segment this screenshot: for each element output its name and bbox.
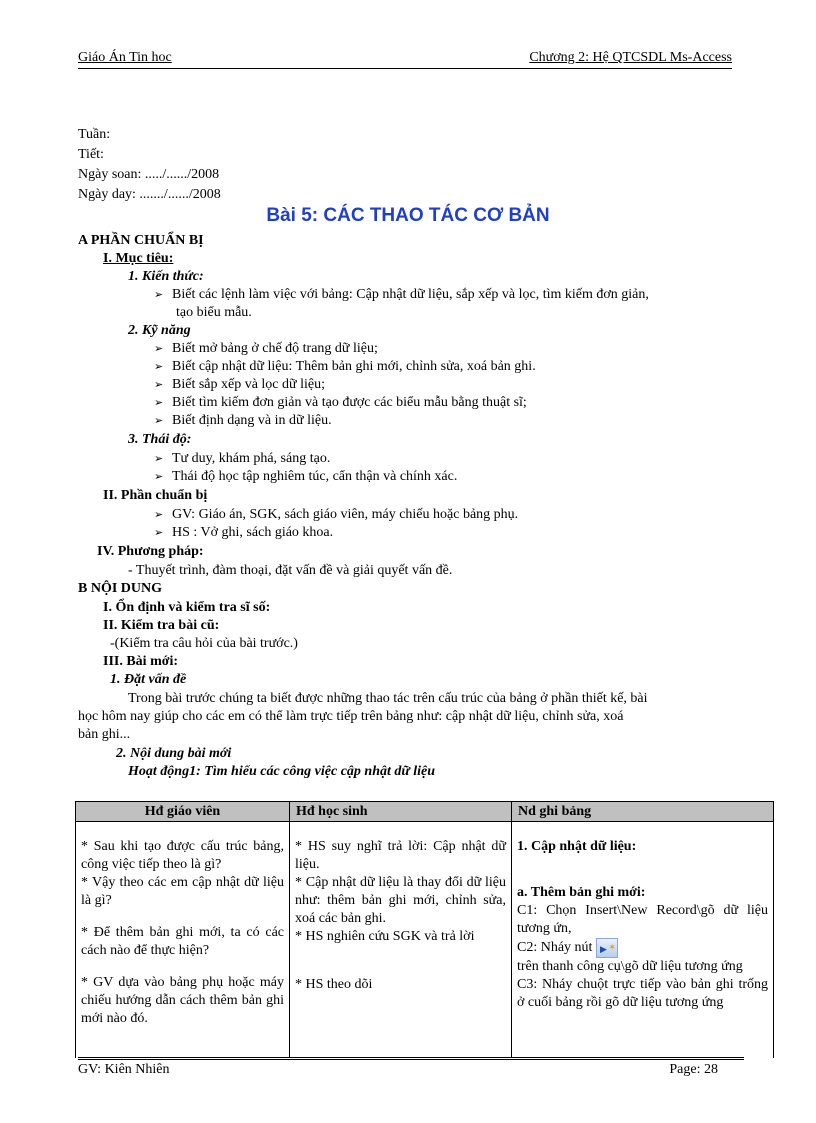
col-header-gv: Hđ giáo viên xyxy=(76,802,290,822)
header-right: Chương 2: Hệ QTCSDL Ms-Access xyxy=(529,50,732,65)
ky-nang-item xyxy=(154,377,325,393)
ky-nang-text: Biết định dạng và in dữ liệu. xyxy=(172,413,332,428)
page-title: Bài 5: CÁC THAO TÁC CƠ BẢN xyxy=(266,205,550,226)
kiem-tra-line: -(Kiểm tra câu hỏi của bài trước.) xyxy=(110,636,298,651)
nd-c2-text: C2: Nháy nút xyxy=(517,940,593,956)
ky-nang-text: Biết sắp xếp và lọc dữ liệu; xyxy=(172,377,325,392)
meta-ngay-soan: Ngày soan: ...../....../2008 xyxy=(78,167,220,182)
page-header xyxy=(78,50,732,69)
hs-a1: * HS suy nghĩ trả lời: Cập nhật dữ liệu. xyxy=(295,839,506,872)
ky-nang-heading: 2. Kỹ năng xyxy=(128,323,191,338)
thai-do-heading: 3. Thái độ: xyxy=(128,432,192,447)
ky-nang-text: Biết tìm kiếm đơn giản và tạo được các biểu mẫu bằng thuật sĩ; xyxy=(172,395,527,410)
gv-q2: * Vậy theo các em cập nhật dữ liệu là gì? xyxy=(81,875,284,908)
para-line3: bản ghi... xyxy=(78,727,131,742)
footer-page: Page: 28 xyxy=(669,1062,718,1077)
kiem-tra-heading: II. Kiểm tra bài cũ: xyxy=(103,618,220,633)
kien-thuc-heading: 1. Kiến thức: xyxy=(128,269,204,284)
para-line2: học hôm nay giúp cho các em có thể làm trực tiếp trên bảng như: cập nhật dữ liệu, chỉnh sửa, xoá xyxy=(78,709,624,724)
arrow-bullet-icon: ➢ xyxy=(154,470,164,483)
chuan-bi-item xyxy=(154,525,333,541)
ky-nang-item xyxy=(154,395,527,411)
phuong-phap-line: - Thuyết trình, đàm thoại, đặt vấn đề và giải quyết vấn đề. xyxy=(128,563,453,578)
gv-q1: * Sau khi tạo được cấu trúc bảng, công việc tiếp theo là gì? xyxy=(81,839,284,872)
bai-moi-heading: III. Bài mới: xyxy=(103,654,179,669)
kien-thuc-item xyxy=(154,287,649,303)
nd-sub: a. Thêm bản ghi mới: xyxy=(517,885,646,900)
cell-gv xyxy=(76,822,290,1059)
cell-nd xyxy=(512,822,774,1059)
dat-van-de-heading: 1. Đặt vấn đề xyxy=(110,672,187,687)
header-left: Giáo Án Tin hoc xyxy=(78,50,172,65)
nd-c2b: trên thanh công cụ\gõ dữ liệu tương ứng xyxy=(517,959,743,974)
cell-hs xyxy=(290,822,512,1059)
meta-tuan: Tuần: xyxy=(78,127,111,142)
thai-do-item xyxy=(154,469,457,485)
chuan-bi-text: GV: Giáo án, SGK, sách giáo viên, máy chiếu hoặc bảng phụ. xyxy=(172,507,519,522)
part-a-heading: A PHẦN CHUẨN BỊ xyxy=(78,233,204,248)
chuan-bi-heading: II. Phần chuẩn bị xyxy=(103,488,208,503)
phuong-phap-heading: IV. Phương pháp: xyxy=(97,544,204,559)
footer-left: GV: Kiên Nhiên xyxy=(78,1062,170,1077)
kien-thuc-line1: Biết các lệnh làm việc với bảng: Cập nhật dữ liệu, sắp xếp và lọc, tìm kiếm đơn giản, xyxy=(172,287,649,302)
ky-nang-item xyxy=(154,413,332,429)
kien-thuc-line2: tạo biểu mẫu. xyxy=(176,305,252,320)
noi-dung-heading: 2. Nội dung bài mới xyxy=(116,746,232,761)
part-b-heading: B NỘI DUNG xyxy=(78,581,163,596)
nd-c2 xyxy=(517,938,768,958)
nd-c1: C1: Chọn Insert\New Record\gõ dữ liệu tương ứn, xyxy=(517,903,768,936)
arrow-bullet-icon: ➢ xyxy=(154,452,164,465)
ky-nang-text: Biết mở bảng ở chế độ trang dữ liệu; xyxy=(172,341,378,356)
table-row xyxy=(76,822,774,1059)
ky-nang-text: Biết cập nhật dữ liệu: Thêm bản ghi mới, chỉnh sửa, xoá bản ghi. xyxy=(172,359,536,374)
ky-nang-item xyxy=(154,359,536,375)
gv-q4: * GV dựa vào bảng phụ hoặc máy chiếu hướng dẫn cách thêm bản ghi mới nào đó. xyxy=(81,975,284,1026)
col-header-nd: Nd ghi bảng xyxy=(512,802,774,822)
gv-q3: * Để thêm bản ghi mới, ta có các cách nào để thực hiện? xyxy=(81,925,284,958)
para-line1: Trong bài trước chúng ta biết được những thao tác trên cấu trúc của bảng ở phần thiết kế, bài xyxy=(128,691,648,706)
thai-do-text: Thái độ học tập nghiêm túc, cẩn thận và chính xác. xyxy=(172,469,458,484)
hoat-dong-heading: Hoạt động1: Tìm hiểu các công việc cập nhật dữ liệu xyxy=(128,764,436,779)
arrow-bullet-icon: ➢ xyxy=(154,288,164,301)
on-dinh-heading: I. Ổn định và kiểm tra sĩ số: xyxy=(103,600,271,615)
hs-a4: * HS theo dõi xyxy=(295,977,373,992)
table-header-row xyxy=(76,802,774,822)
arrow-bullet-icon: ➢ xyxy=(154,342,164,355)
ky-nang-item xyxy=(154,341,378,357)
nd-c3: C3: Nháy chuột trực tiếp vào bản ghi trống ở cuối bảng rồi gõ dữ liệu tương ứng xyxy=(517,977,768,1010)
thai-do-item xyxy=(154,451,330,467)
arrow-bullet-icon: ➢ xyxy=(154,378,164,391)
arrow-bullet-icon: ➢ xyxy=(154,508,164,521)
chuan-bi-text: HS : Vở ghi, sách giáo khoa. xyxy=(172,525,334,540)
meta-ngay-day: Ngày day: ......./....../2008 xyxy=(78,187,221,202)
meta-tiet: Tiết: xyxy=(78,147,104,162)
hs-a2: * Cập nhật dữ liệu là thay đổi dữ liệu như: thêm bản ghi mới, chỉnh sửa, xoá các bản ghi. xyxy=(295,875,506,926)
arrow-bullet-icon: ➢ xyxy=(154,396,164,409)
col-header-hs: Hđ học sinh xyxy=(290,802,512,822)
arrow-bullet-icon: ➢ xyxy=(154,414,164,427)
muc-tieu-text: I. Mục tiêu: xyxy=(103,251,174,266)
lesson-table xyxy=(75,801,774,1058)
arrow-bullet-icon: ➢ xyxy=(154,360,164,373)
hs-a3: * HS nghiên cứu SGK và trả lời xyxy=(295,929,475,944)
thai-do-text: Tư duy, khám phá, sáng tạo. xyxy=(172,451,331,466)
muc-tieu-heading xyxy=(103,251,173,267)
arrow-bullet-icon: ➢ xyxy=(154,526,164,539)
page-footer xyxy=(78,1057,744,1078)
nd-heading: 1. Cập nhật dữ liệu: xyxy=(517,839,637,854)
new-record-icon xyxy=(596,938,618,958)
chuan-bi-item xyxy=(154,507,518,523)
